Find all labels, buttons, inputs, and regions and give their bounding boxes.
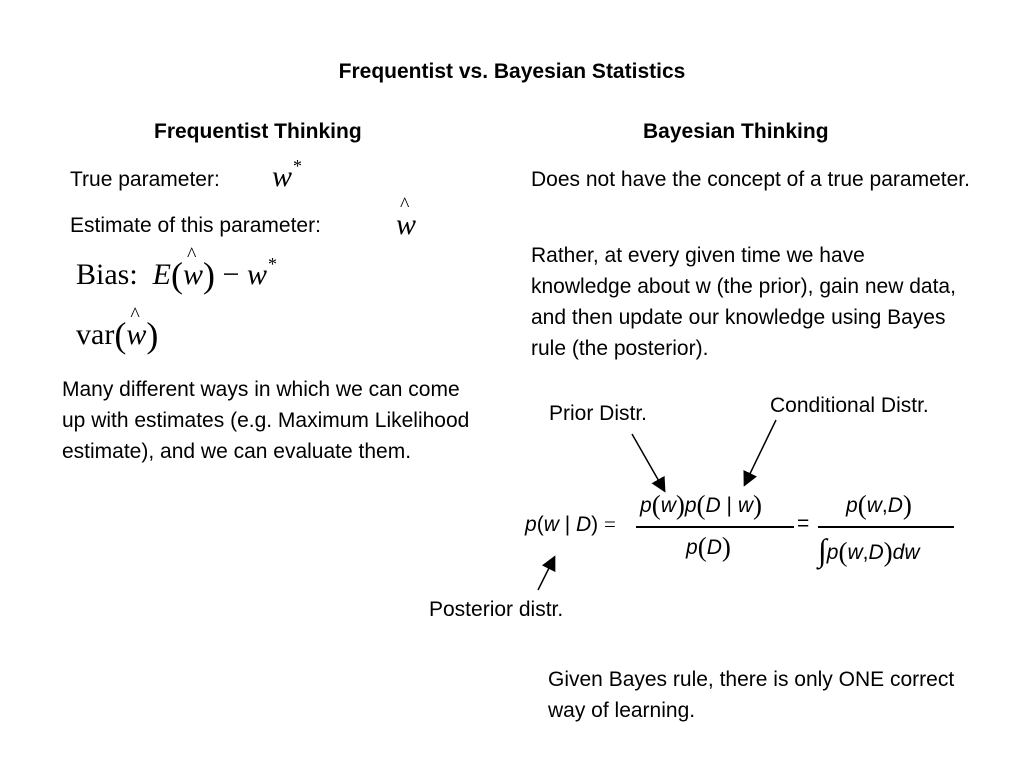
variance-formula: var(^ w) — [76, 314, 158, 356]
prior-arrow — [632, 434, 664, 490]
page-title: Frequentist vs. Bayesian Statistics — [338, 60, 686, 83]
bayesian-paragraph-2: Rather, at every given time we have knowledge about w (the prior), gain new data, and then update our knowledge using Bayes rule (the posterior). — [531, 244, 956, 360]
estimate-symbol: ^ w — [396, 208, 416, 242]
true-parameter-symbol: w* — [272, 156, 303, 193]
bayes-lhs: p(w | D) = — [525, 512, 616, 536]
true-parameter-label: True parameter: — [70, 168, 220, 191]
bias-label: Bias: — [76, 258, 138, 291]
estimate-label: Estimate of this parameter: — [70, 214, 321, 237]
posterior-arrow — [538, 558, 554, 590]
bias-formula: Bias: E(^ w) − w* — [76, 254, 277, 296]
conclusion-text: Given Bayes rule, there is only ONE correct way of learning. — [548, 668, 955, 722]
conditional-distribution-label: Conditional Distr. — [770, 394, 929, 417]
bayesian-heading: Bayesian Thinking — [643, 120, 829, 143]
var-label: var — [76, 318, 115, 351]
conditional-arrow — [745, 420, 776, 484]
bayes-denominator: p(D) — [686, 532, 731, 562]
marginal-numerator: p(w,D) — [846, 490, 912, 520]
equals-sign: = — [797, 512, 810, 535]
bayes-numerator: p(w)p(D | w) — [640, 490, 763, 520]
marginal-denominator: ∫p(w,D)dw — [818, 532, 920, 568]
prior-distribution-label: Prior Distr. — [549, 402, 648, 425]
frequentist-heading: Frequentist Thinking — [154, 120, 362, 143]
bayesian-paragraph-1: Does not have the concept of a true parameter. — [531, 168, 970, 191]
posterior-distribution-label: Posterior distr. — [429, 598, 564, 621]
frequentist-paragraph: Many different ways in which we can come up with estimates (e.g. Maximum Likelihood estimate), and we can evaluate them. — [62, 378, 470, 463]
